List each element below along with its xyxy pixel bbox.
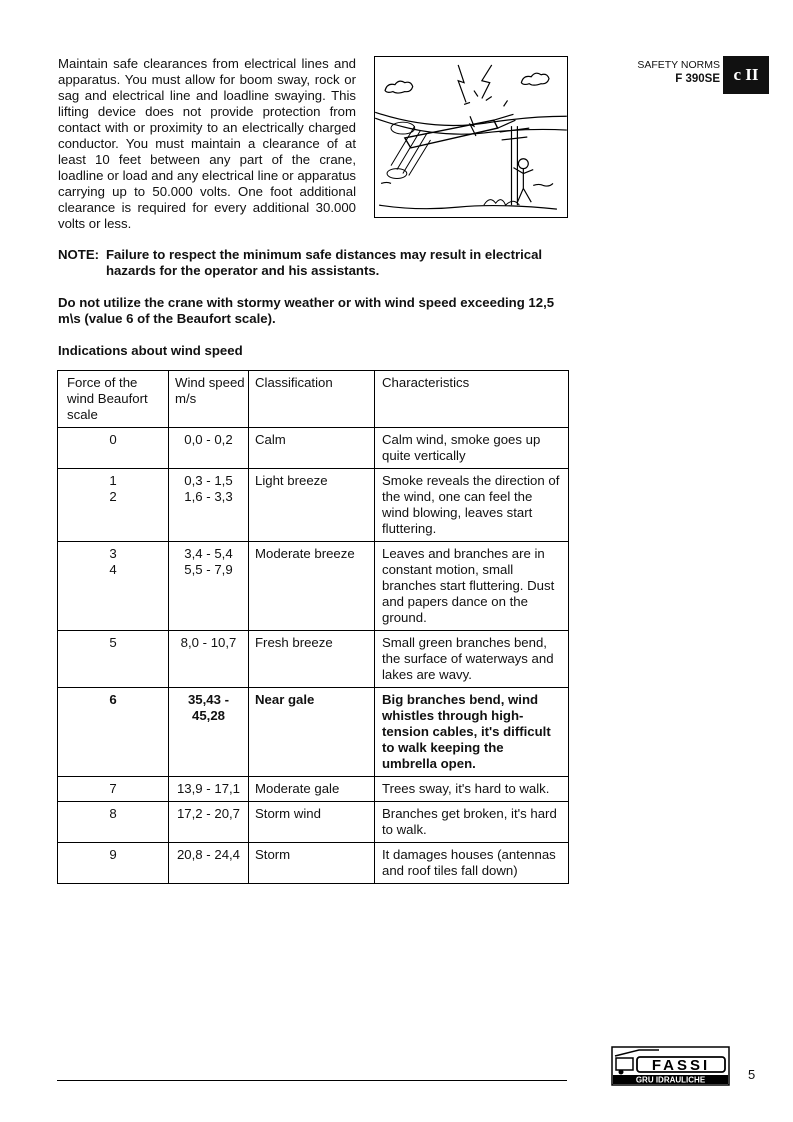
speed-value: 3,4 - 5,4 xyxy=(184,546,233,561)
classification-cell: Fresh breeze xyxy=(249,631,375,688)
note-line-1: Failure to respect the minimum safe distances may result in electrical xyxy=(106,247,543,262)
force-value: 2 xyxy=(109,489,117,504)
electrical-hazard-illustration xyxy=(374,56,568,218)
header-characteristics: Characteristics xyxy=(375,371,569,428)
classification-cell: Moderate breeze xyxy=(249,542,375,631)
fassi-logo xyxy=(611,1044,730,1087)
force-cell xyxy=(58,802,169,843)
characteristics-cell: Leaves and branches are in constant motion, small branches start fluttering. Dust and papers dance on the ground. xyxy=(375,542,569,631)
characteristics-cell: It damages houses (antennas and roof tiles fall down) xyxy=(375,843,569,884)
speed-cell xyxy=(169,631,249,688)
force-value: 6 xyxy=(109,692,117,707)
header-speed: Wind speed m/s xyxy=(169,371,249,428)
speed-value: 17,2 - 20,7 xyxy=(176,806,241,821)
chapter-badge: c II xyxy=(723,56,769,94)
speed-cell xyxy=(169,843,249,884)
section-header xyxy=(637,58,720,86)
classification-cell: Moderate gale xyxy=(249,777,375,802)
table-row xyxy=(58,843,569,884)
intro-paragraph: Maintain safe clearances from electrical lines and apparatus. You must allow for boom sway, rock or sag and electrical line and loadline swaying. This lifting device does not provide protection from contact with or proximity to an electrically charged conductor. You must maintain a clearance of at least 10 feet between any part of the crane, loadline or load and any electrical line or apparatus carrying up to 50.000 volts. One foot additional clearance is required for every additional 30.000 volts or less. xyxy=(58,56,356,231)
table-row-highlighted xyxy=(58,688,569,777)
characteristics-cell: Big branches bend, wind whistles through high-tension cables, it's difficult to walk keeping the umbrella open. xyxy=(375,688,569,777)
speed-value: 5,5 - 7,9 xyxy=(184,562,233,577)
header-force: Force of the wind Beaufort scale xyxy=(58,371,169,428)
note-block xyxy=(58,247,578,279)
wind-speed-table xyxy=(57,370,569,884)
page-number: 5 xyxy=(748,1067,756,1082)
classification-cell: Calm xyxy=(249,428,375,469)
characteristics-cell: Smoke reveals the direction of the wind, one can feel the wind blowing, leaves start fluttering. xyxy=(375,469,569,542)
characteristics-cell: Trees sway, it's hard to walk. xyxy=(375,777,569,802)
table-header-row xyxy=(58,371,569,428)
wind-warning: Do not utilize the crane with stormy weather or with wind speed exceeding 12,5 m\s (value 6 of the Beaufort scale). xyxy=(58,295,555,326)
classification-cell: Near gale xyxy=(249,688,375,777)
table-title: Indications about wind speed xyxy=(58,343,243,358)
force-cell xyxy=(58,631,169,688)
characteristics-cell: Branches get broken, it's hard to walk. xyxy=(375,802,569,843)
speed-value: 1,6 - 3,3 xyxy=(184,489,233,504)
footer-rule xyxy=(57,1080,567,1081)
table-row xyxy=(58,469,569,542)
section-title: SAFETY NORMS xyxy=(637,59,720,71)
speed-value: 0,3 - 1,5 xyxy=(184,473,233,488)
force-cell xyxy=(58,843,169,884)
classification-cell: Light breeze xyxy=(249,469,375,542)
force-cell xyxy=(58,777,169,802)
speed-value: 13,9 - 17,1 xyxy=(176,781,241,796)
speed-cell xyxy=(169,777,249,802)
speed-cell xyxy=(169,469,249,542)
speed-value: 20,8 - 24,4 xyxy=(176,847,241,862)
header-classification: Classification xyxy=(249,371,375,428)
force-cell xyxy=(58,688,169,777)
table-row xyxy=(58,802,569,843)
speed-value: 8,0 - 10,7 xyxy=(180,635,237,650)
table-row xyxy=(58,777,569,802)
table-row xyxy=(58,428,569,469)
logo-subtext: GRU IDRAULICHE xyxy=(635,1075,706,1085)
force-value: 0 xyxy=(109,432,117,447)
speed-value: 0,0 - 0,2 xyxy=(184,432,233,447)
force-cell xyxy=(58,428,169,469)
speed-value: 35,43 - 45,28 xyxy=(187,692,230,723)
force-value: 8 xyxy=(109,806,117,821)
force-cell xyxy=(58,469,169,542)
force-value: 4 xyxy=(109,562,117,577)
characteristics-cell: Small green branches bend, the surface of waterways and lakes are wavy. xyxy=(375,631,569,688)
speed-cell xyxy=(169,542,249,631)
characteristics-cell: Calm wind, smoke goes up quite vertically xyxy=(375,428,569,469)
force-value: 9 xyxy=(109,847,117,862)
classification-cell: Storm xyxy=(249,843,375,884)
table-row xyxy=(58,631,569,688)
classification-cell: Storm wind xyxy=(249,802,375,843)
force-value: 5 xyxy=(109,635,117,650)
note-line-2: hazards for the operator and his assistants. xyxy=(106,263,380,278)
table-row xyxy=(58,542,569,631)
force-value: 3 xyxy=(109,546,117,561)
force-cell xyxy=(58,542,169,631)
note-label: NOTE: xyxy=(58,247,100,262)
logo-wordmark: FASSI xyxy=(651,1057,711,1074)
force-value: 7 xyxy=(109,781,117,796)
speed-cell xyxy=(169,428,249,469)
model-code: F 390SE xyxy=(675,73,720,85)
speed-cell xyxy=(169,688,249,777)
speed-cell xyxy=(169,802,249,843)
force-value: 1 xyxy=(109,473,117,488)
